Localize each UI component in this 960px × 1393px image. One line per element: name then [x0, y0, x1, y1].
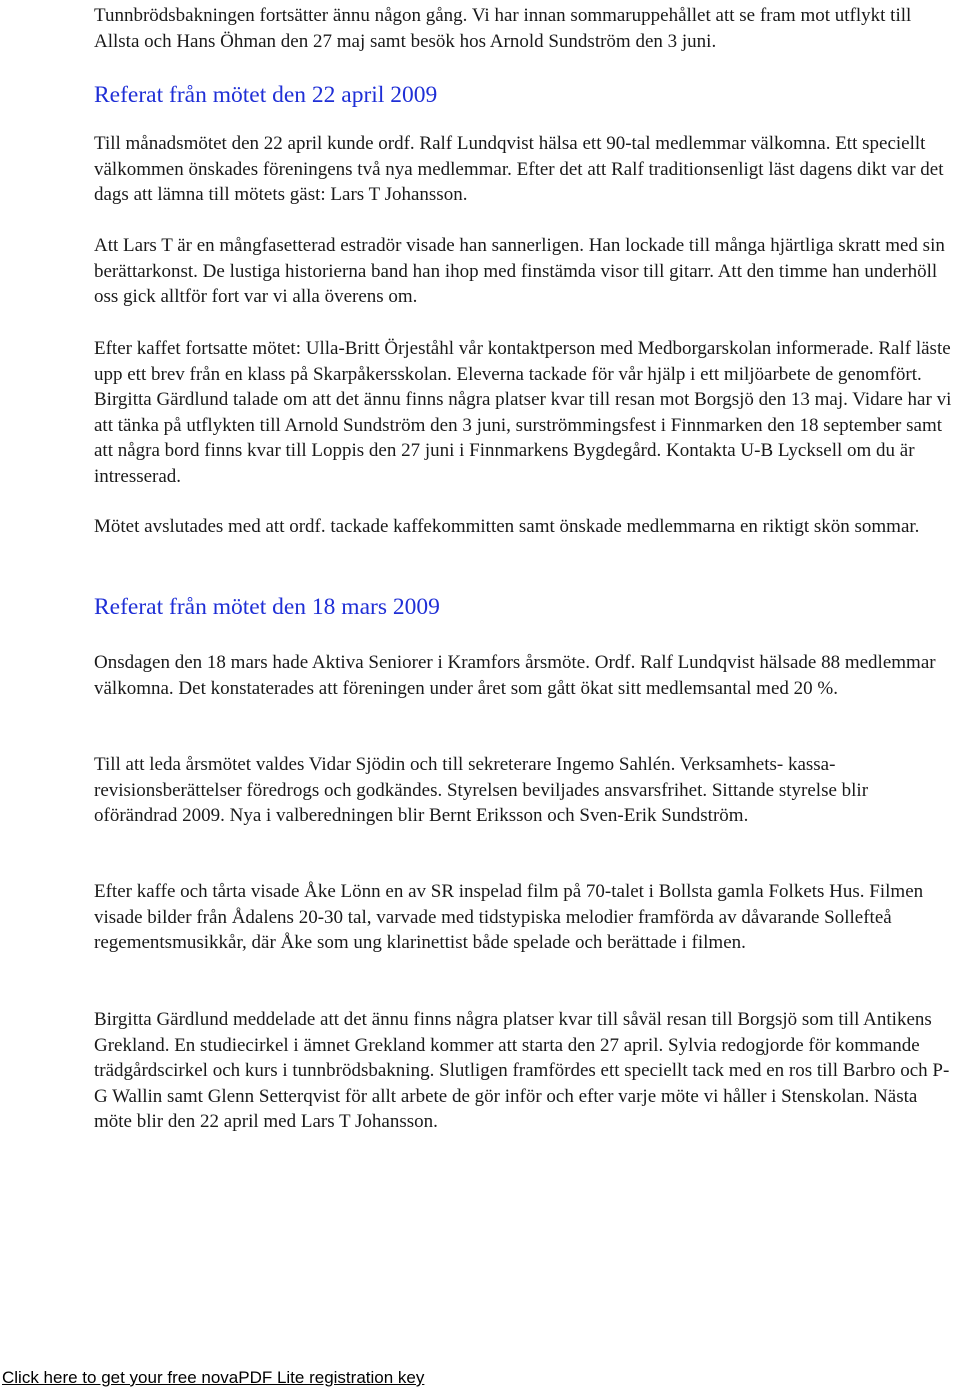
section-heading-april: Referat från mötet den 22 april 2009	[94, 82, 438, 108]
april-paragraph-1: Till månadsmötet den 22 april kunde ordf. Ralf Lundqvist hälsa ett 90-tal medlemmar välkomna. Ett speciellt välkommen önskades föreningens två nya medlemmar. Efter det att Ralf traditionsenligt läst dagens dikt var det dags att lämna till mötets gäst: Lars T Johansson.	[94, 133, 944, 206]
intro-paragraph: Tunnbrödsbakningen fortsätter ännu någon gång. Vi har innan sommaruppehållet att se fram mot utflykt till Allsta och Hans Öhman den 27 maj samt besök hos Arnold Sundström den 3 juni.	[94, 5, 912, 52]
april-paragraph-3: Efter kaffet fortsatte mötet: Ulla-Britt Örjeståhl vår kontaktperson med Medborgarskolan informerade. Ralf läste upp ett brev från en klass på Skarpåkersskolan. Eleverna tackade för vår hjälp i ett miljöarbete de genomfört. Birgitta Gärdlund talade om att det ännu finns några platser kvar till resan mot Borgsjö den 13 maj. Vidare har vi att tänka på utflykten till Arnold Sundström den 3 juni, surströmmingsfest i Finnmarken den 18 september samt att några bord finns kvar till Loppis den 27 juni i Finnmarkens Bygdegård. Kontakta U-B Lycksell om du är intresserad.	[94, 338, 952, 487]
april-paragraph-2: Att Lars T är en mångfasetterad estradör visade han sannerligen. Han lockade till många hjärtliga skratt med sin berättarkonst. De lustiga historierna band han ihop med finstämda visor till gitarr. Att den timme han underhöll oss gick alltför fort var vi alla överens om.	[94, 235, 945, 308]
march-paragraph-2: Till att leda årsmötet valdes Vidar Sjödin och till sekreterare Ingemo Sahlén. Verksamhets- kassa- revisionsberättelser föredrogs och godkändes. Styrelsen beviljades ansvarsfrihet. Sittande styrelse blir oförändrad 2009. Nya i valberedningen blir Bernt Eriksson och Sven-Erik Sundström.	[94, 754, 869, 827]
march-paragraph-1: Onsdagen den 18 mars hade Aktiva Seniorer i Kramfors årsmöte. Ordf. Ralf Lundqvist hälsade 88 medlemmar välkomna. Det konstaterades att föreningen under året som gått ökat sitt medlemsantal med 20 %.	[94, 652, 936, 699]
novapdf-registration-link[interactable]: Click here to get your free novaPDF Lite registration key	[2, 1368, 425, 1387]
march-paragraph-4: Birgitta Gärdlund meddelade att det ännu finns några platser kvar till såväl resan till Borgsjö som till Antikens Grekland. En studiecirkel i ämnet Grekland kommer att starta den 27 april. Sylvia redogjorde för kommande trädgårdscirkel och kurs i tunnbrödsbakning. Slutligen framfördes ett speciellt tack med en ros till Barbro och P-G Wallin samt Glenn Setterqvist för allt arbete de gör inför och efter varje möte vi håller i Stenskolan. Nästa möte blir den 22 april med Lars T Johansson.	[94, 1009, 950, 1133]
april-paragraph-4: Mötet avslutades med att ordf. tackade kaffekommitten samt önskade medlemmarna en riktigt skön sommar.	[94, 516, 920, 537]
march-paragraph-3: Efter kaffe och tårta visade Åke Lönn en av SR inspelad film på 70-talet i Bollsta gamla Folkets Hus. Filmen visade bilder från Ådalens 20-30 tal, varvade med tidstypiska melodier framförda av dåvarande Sollefteå regementsmusikkår, där Åke som ung klarinettist både spelade och berättade i filmen.	[94, 881, 924, 954]
section-heading-march: Referat från mötet den 18 mars 2009	[94, 594, 440, 620]
